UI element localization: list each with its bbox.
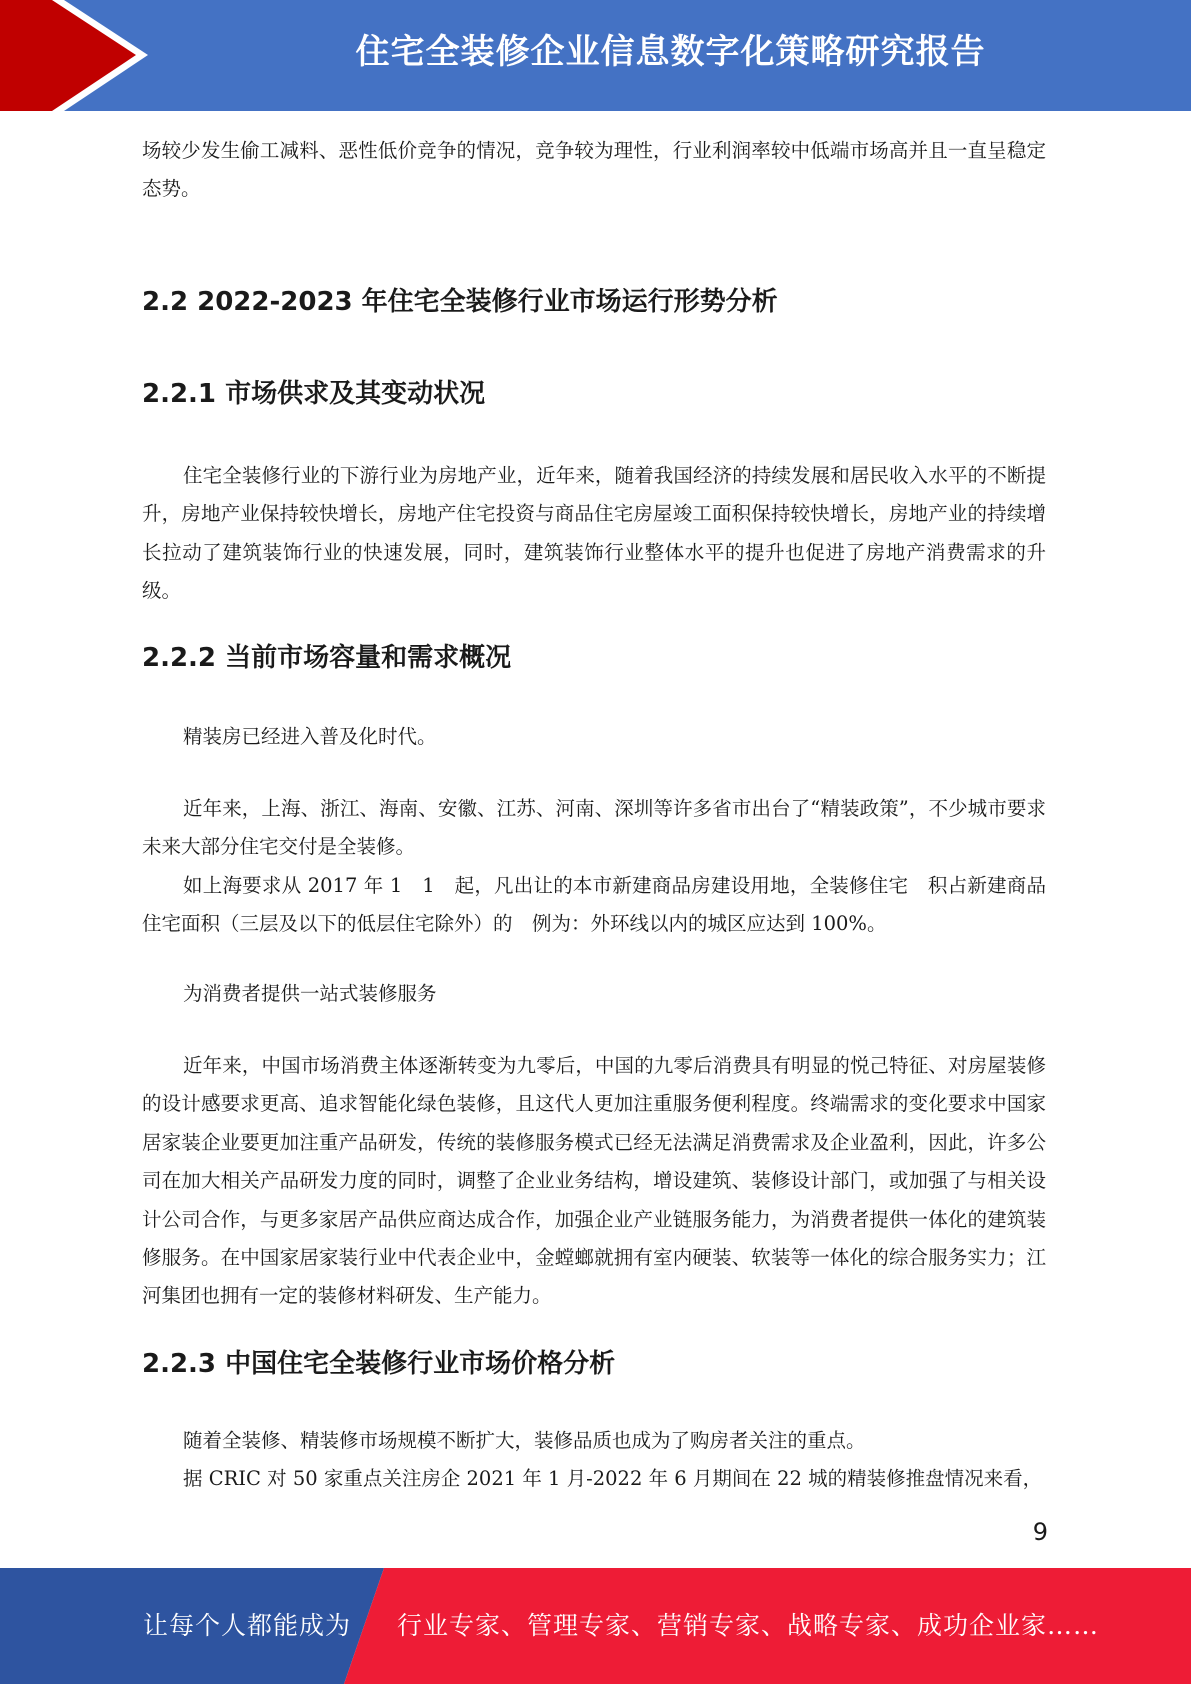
paragraph-one-stop: 为消费者提供一站式装修服务 [183,982,437,1006]
footer-slogan-right: 行业专家、管理专家、营销专家、战略专家、成功企业家…… [397,1611,1100,1640]
paragraph-shanghai: 如上海要求从 2017 年 1 1 起，凡出让的本市新建商品房建设用地，全装修住宅 积占新建商品住宅面积（三层及以下的低层住宅除外）的 例为：外环线以内的城区应达到 100%。 [142,873,1046,936]
paragraph-fine-decoration: 精装房已经进入普及化时代。 [183,725,437,749]
footer-slogan-left: 让每个人都能成为 [143,1611,352,1640]
intro-paragraph: 场较少发生偷工减料、恶性低价竞争的情况，竞争较为理性，行业利润率较中低端市场高并且一直呈稳定态势。 [142,139,1046,201]
paragraph-quality: 随着全装修、精装修市场规模不断扩大，装修品质也成为了购房者关注的重点。 [183,1428,866,1452]
page-header [0,0,1191,111]
document-body [142,132,1046,1499]
section-heading-2-2: 2.2 2022-2023 年住宅全装修行业市场运行形势分析 [142,286,778,317]
section-heading-2-2-3: 2.2.3 中国住宅全装修行业市场价格分析 [142,1348,616,1379]
paragraph-cric: 据 CRIC 对 50 家重点关注房企 2021 年 1 月-2022 年 6 月期间在 22 城的精装修推盘情况来看， [183,1467,1043,1491]
section-heading-2-2-2: 2.2.2 当前市场容量和需求概况 [142,643,512,674]
paragraph-policy: 近年来，上海、浙江、海南、安徽、江苏、河南、深圳等许多省市出台了“精装政策”，不少城市要求未来大部分住宅交付是全装修。 [142,796,1046,859]
paragraph-post-90s: 近年来，中国市场消费主体逐渐转变为九零后，中国的九零后消费具有明显的悦己特征、对房屋装修的设计感要求更高、追求智能化绿色装修，且这代人更加注重服务便利程度。终端需求的变化要求中国家居家装企业要更加注重产品研发，传统的装修服务模式已经无法满足消费需求及企业盈利，因此，许多公司在加大相关产品研发力度的同时，调整了企业业务结构，增设建筑、装修设计部门，或加强了与相关设计公司合作，与更多家居产品供应商达成合作，加强企业产业链服务能力，为消费者提供一体化的建筑装修服务。在中国家居家装行业中代表企业中，金螳螂就拥有室内硬装、软装等一体化的综合服务实力；江河集团也拥有一定的装修材料研发、生产能力。 [142,1053,1046,1308]
page-number: 9 [1032,1518,1048,1546]
section-heading-2-2-1: 2.2.1 市场供求及其变动状况 [142,378,486,409]
page-footer [0,1568,1191,1684]
report-title: 住宅全装修企业信息数字化策略研究报告 [355,32,986,72]
paragraph-supply-demand: 住宅全装修行业的下游行业为房地产业，近年来，随着我国经济的持续发展和居民收入水平的不断提升，房地产业保持较快增长，房地产住宅投资与商品住宅房屋竣工面积保持较快增长，房地产业的持续增长拉动了建筑装饰行业的快速发展，同时，建筑装饰行业整体水平的提升也促进了房地产消费需求的升级。 [142,463,1046,603]
